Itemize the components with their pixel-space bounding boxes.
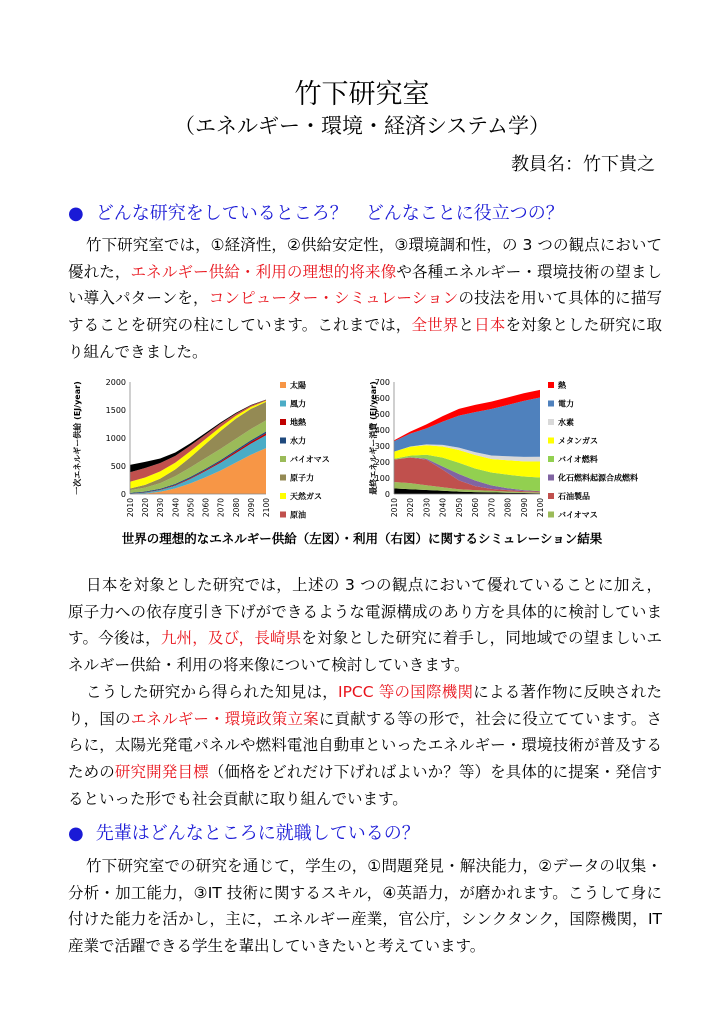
- legend-swatch: [280, 401, 286, 407]
- x-tick-label: 2080: [231, 498, 241, 518]
- x-tick-label: 2060: [201, 498, 211, 518]
- x-tick-label: 2070: [487, 498, 497, 518]
- legend-swatch: [280, 438, 286, 444]
- legend-label: 石油製品: [558, 492, 590, 501]
- legend-swatch: [548, 493, 554, 499]
- section1-paragraph1: [68, 232, 662, 366]
- text-span: 日本を対象とした研究では，上述の 3 つの観点において優れていることに加え，原子力への依存度引き下げができるような電源構成のあり方を具体的に検討しています。今後は，: [68, 576, 662, 648]
- x-tick-label: 2040: [438, 498, 448, 518]
- text-span: の技法を用いて具体的に描写することを研究の柱にしています。これまでは，: [68, 289, 662, 335]
- highlight-text: エネルギー供給・利用の理想的将来像: [130, 262, 397, 281]
- legend-label: 風力: [290, 399, 306, 409]
- x-tick-label: 2070: [216, 498, 226, 518]
- text-span: に貢献する等の形で，社会に役立てています。さらに，太陽光発電パネルや燃料電池自動車といったエネルギー・環境技術が普及するための: [68, 709, 662, 782]
- y-tick-label: 700: [374, 378, 390, 387]
- chart-caption: 世界の理想的なエネルギー供給（左図）・利用（右図）に関するシミュレーション結果: [121, 531, 603, 546]
- consumption-chart: [352, 372, 662, 522]
- x-tick-label: 2100: [536, 498, 545, 518]
- legend-swatch: [548, 401, 554, 407]
- supply-chart: [66, 372, 356, 522]
- consumption-chart-svg: [352, 372, 662, 522]
- legend-swatch: [548, 438, 554, 444]
- legend-swatch: [548, 382, 554, 388]
- legend-label: 熱: [558, 381, 566, 390]
- section2-heading: [68, 819, 420, 845]
- legend-label: 化石燃料起源合成燃料: [558, 473, 638, 483]
- legend-label: バイオマス: [558, 510, 598, 520]
- highlight-text: 研究開発目標: [114, 763, 209, 782]
- text-span: と: [458, 316, 475, 335]
- x-tick-label: 2020: [141, 498, 151, 518]
- legend-swatch: [280, 475, 286, 481]
- y-tick-label: 2000: [105, 378, 126, 387]
- highlight-text: 日本: [474, 316, 506, 335]
- legend-label: バイオマス: [290, 455, 330, 464]
- y-tick-label: 600: [374, 394, 390, 403]
- legend-label: 天然ガス: [290, 492, 322, 501]
- y-tick-label: 300: [374, 442, 390, 451]
- x-tick-label: 2030: [422, 498, 432, 518]
- y-tick-label: 0: [120, 490, 126, 499]
- y-tick-label: 1500: [105, 406, 126, 415]
- legend-label: 原子力: [290, 473, 314, 483]
- y-tick-label: 500: [110, 462, 126, 471]
- section1-paragraph3: [68, 679, 662, 813]
- legend-swatch: [548, 456, 554, 462]
- y-axis-label: 一次エネルギー供給 (EJ/year): [73, 381, 82, 495]
- section1-paragraph2: [68, 572, 662, 679]
- text-span: こうした研究から得られた知見は，: [86, 683, 338, 701]
- x-tick-label: 2020: [406, 498, 416, 518]
- legend-label: 水素: [558, 418, 574, 427]
- legend-swatch: [280, 493, 286, 499]
- y-tick-label: 200: [374, 458, 390, 467]
- x-tick-label: 2100: [262, 498, 271, 518]
- legend-label: 水力: [290, 436, 306, 446]
- x-tick-label: 2050: [186, 498, 196, 518]
- legend-label: 地熱: [290, 418, 306, 427]
- legend-swatch: [280, 456, 286, 462]
- y-tick-label: 500: [374, 410, 390, 419]
- legend-swatch: [280, 512, 286, 518]
- legend-label: 電力: [558, 399, 574, 409]
- section1-heading-text: どんな研究をしているところ？ どんなことに役立つの？: [95, 203, 564, 224]
- highlight-text: 全世界: [411, 316, 459, 335]
- x-tick-label: 2030: [156, 498, 166, 518]
- text-span: による著作物に反映されたり，国の: [68, 683, 662, 728]
- section2-paragraph: 竹下研究室での研究を通じて，学生の，①問題発見・解決能力，②データの収集・分析・加工能力，③IT 技術に関するスキル，④英語力，が磨かれます。こうして身に付けた能力を活かし，主に，エネルギー産業，官公庁，シンクタンク，国際機関，IT 産業で活躍できる学生を輩出していきたいと考えています。: [68, 857, 662, 956]
- y-axis-label: 最終エネルギー消費 (EJ/year): [369, 381, 378, 495]
- supply-chart-svg: [66, 372, 356, 522]
- x-tick-label: 2090: [519, 498, 529, 518]
- x-tick-label: 2080: [503, 498, 513, 518]
- legend-label: メタンガス: [558, 436, 598, 446]
- highlight-text: IPCC 等の国際機関: [338, 683, 474, 701]
- page-title: 竹下研究室: [294, 79, 430, 110]
- highlight-text: コンピューター・シミュレーション: [208, 289, 459, 308]
- y-tick-label: 1000: [105, 434, 126, 443]
- x-tick-label: 2090: [246, 498, 256, 518]
- text-span: 竹下研究室では，①経済性，②供給安定性，③環境調和性，の 3 つの観点において優れた，: [68, 236, 662, 281]
- text-span: や各種エネルギー・環境技術の望ましい導入パターンを，: [68, 262, 662, 308]
- x-tick-label: 2050: [454, 498, 464, 518]
- text-span: を対象とした研究に着手し，同地域での望ましいエネルギー供給・利用の将来像について検討していきます。: [68, 629, 662, 675]
- section2-heading-text: 先輩はどんなところに就職しているの？: [95, 823, 420, 844]
- legend-label: 原油: [290, 510, 306, 520]
- x-tick-label: 2060: [471, 498, 481, 518]
- legend-label: 太陽: [290, 381, 306, 390]
- page-subtitle: （エネルギー・環境・経済システム学）: [174, 114, 550, 138]
- x-tick-label: 2040: [171, 498, 181, 518]
- y-tick-label: 100: [374, 474, 390, 483]
- y-tick-label: 0: [384, 490, 390, 499]
- highlight-text: エネルギー・環境政策立案: [130, 709, 319, 728]
- text-span: を対象とした研究に取り組んできました。: [68, 316, 662, 361]
- legend-swatch: [280, 382, 286, 388]
- bullet-icon: ●: [68, 203, 84, 224]
- legend-label: バイオ燃料: [558, 455, 598, 464]
- x-tick-label: 2010: [390, 498, 399, 518]
- section1-heading: [68, 199, 564, 225]
- legend-swatch: [548, 512, 554, 518]
- legend-swatch: [280, 419, 286, 425]
- x-tick-label: 2010: [126, 498, 135, 518]
- legend-swatch: [548, 475, 554, 481]
- teacher-name: 教員名：竹下貴之: [511, 154, 655, 175]
- bullet-icon: ●: [68, 823, 84, 844]
- text-span: （価格をどれだけ下げればよいか？等）を具体的に提案・発信するといった形でも社会貢献に取り組んでいます。: [68, 763, 662, 808]
- highlight-text: 九州，及び，長崎県: [160, 629, 302, 648]
- legend-swatch: [548, 419, 554, 425]
- y-tick-label: 400: [374, 426, 390, 435]
